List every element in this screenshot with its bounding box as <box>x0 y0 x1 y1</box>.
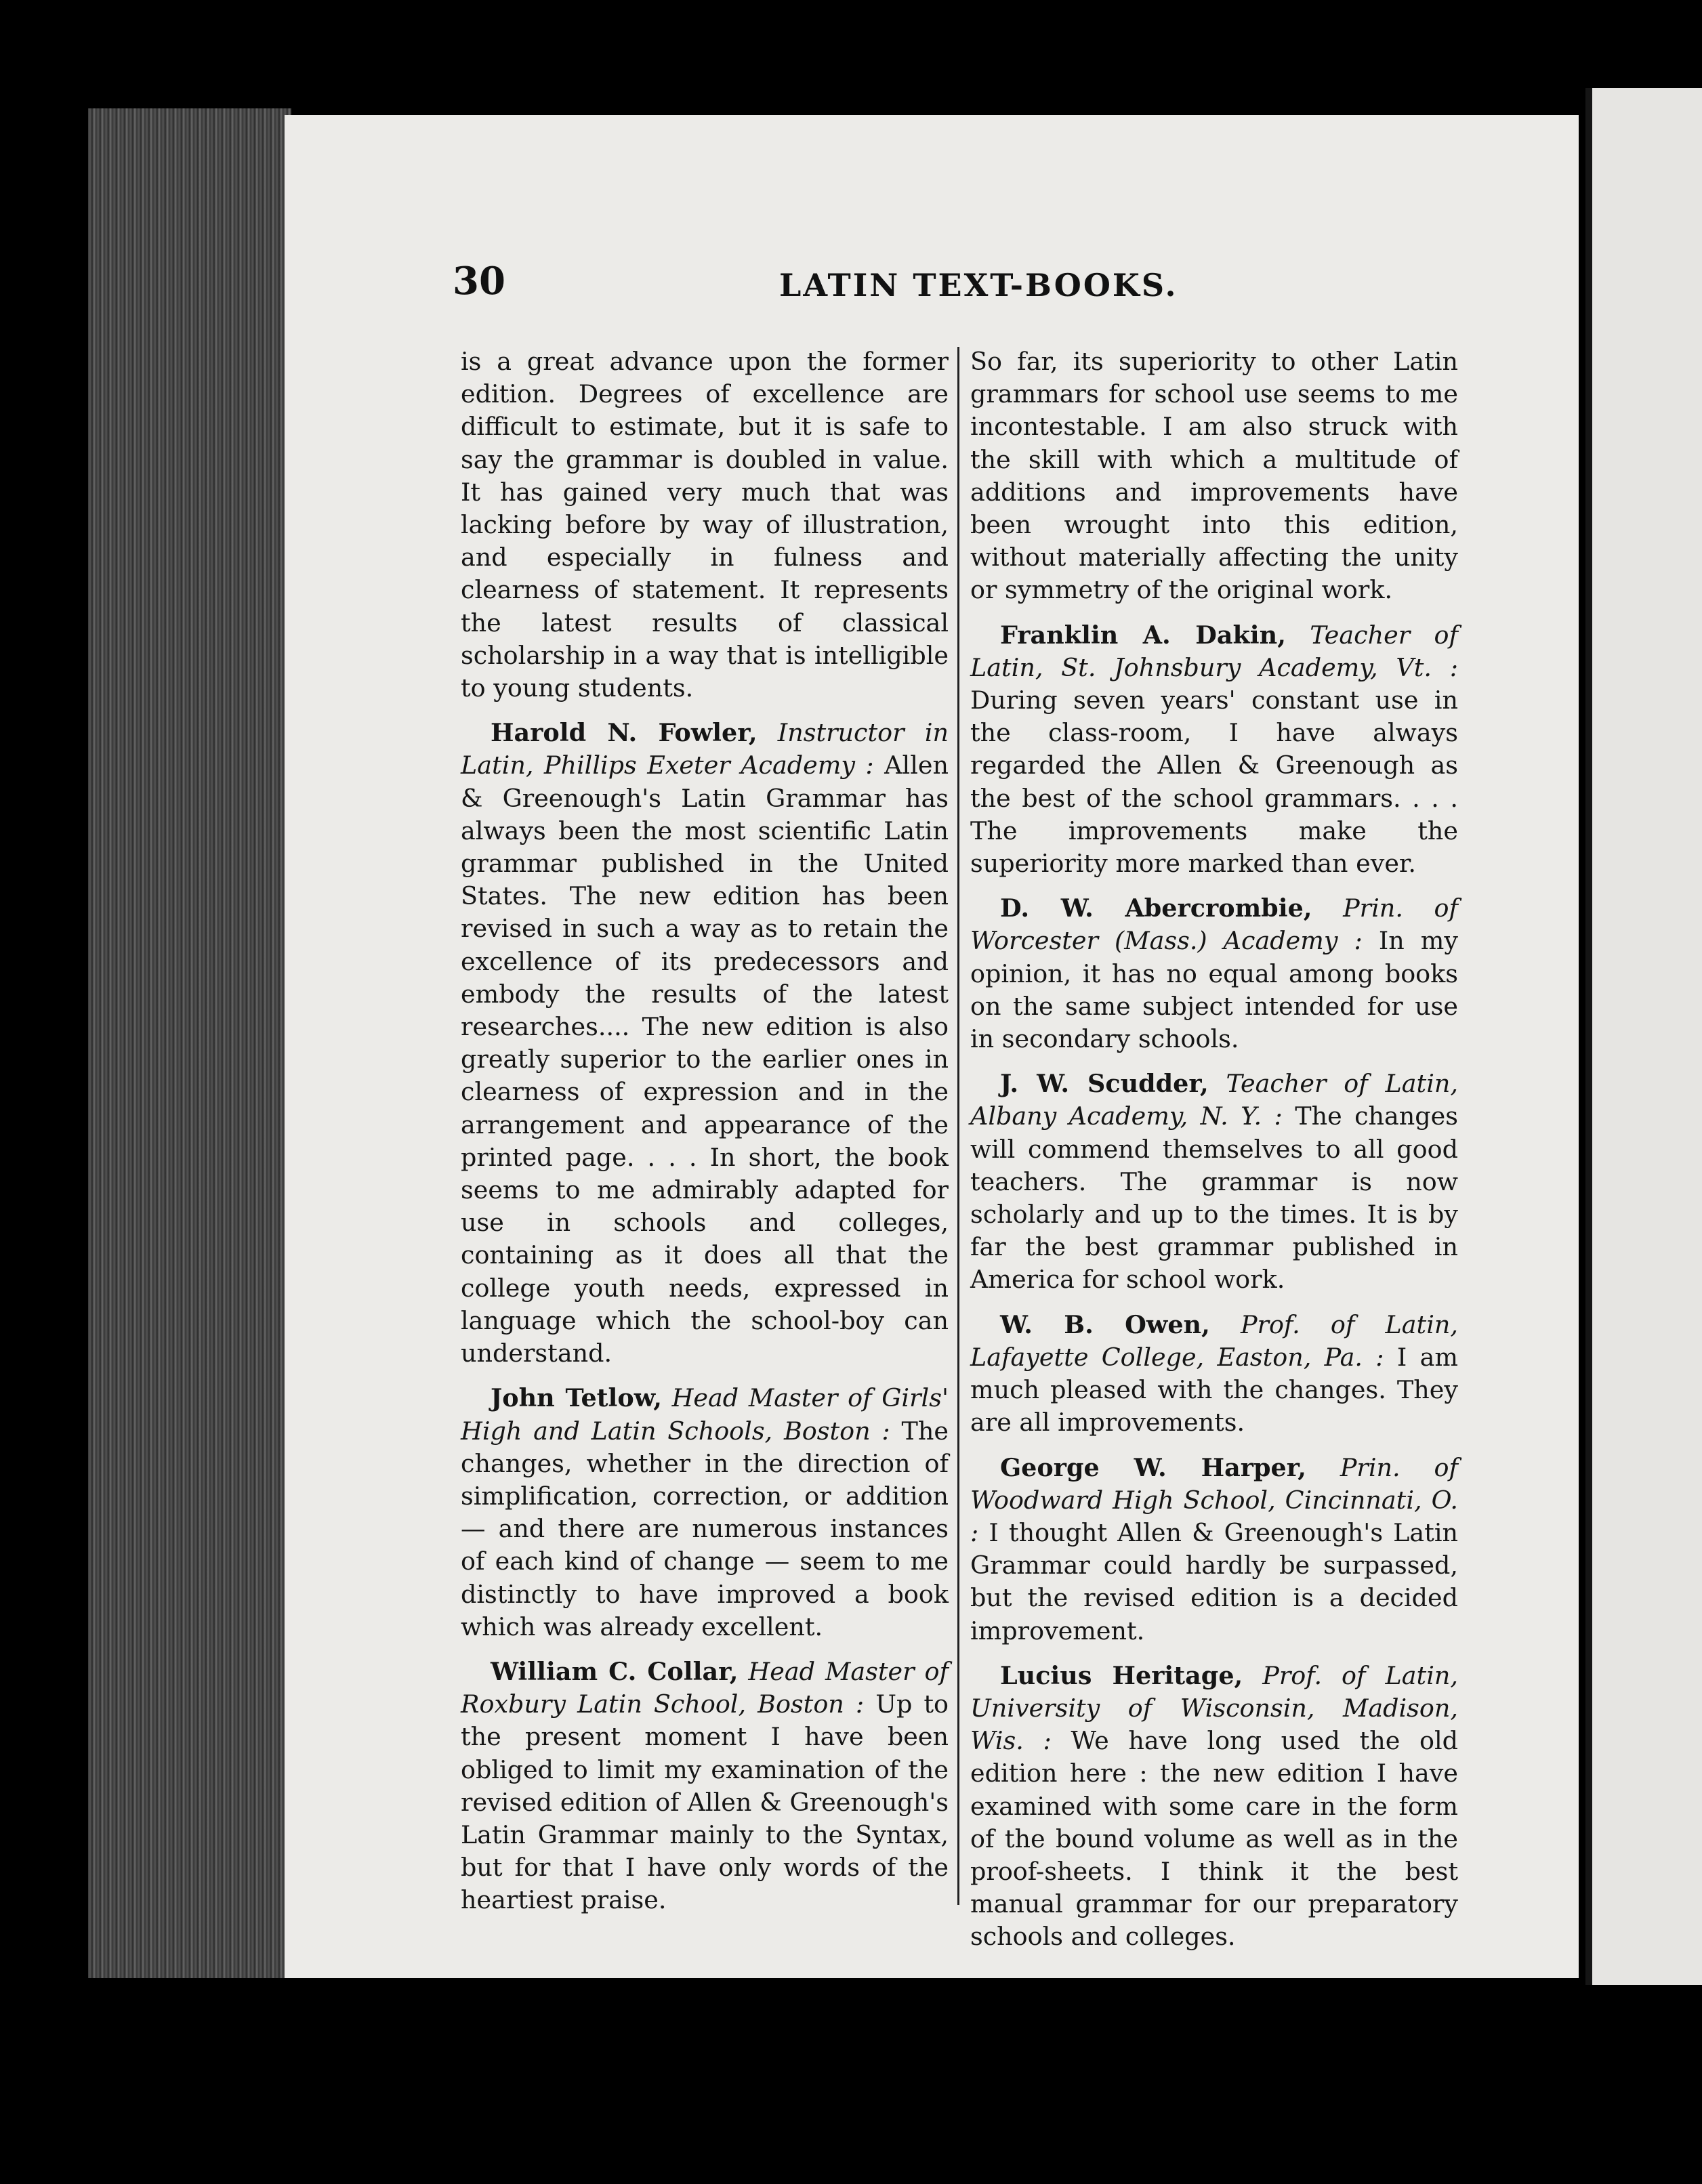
testimonial <box>461 717 949 1370</box>
testimonial-name: D. W. Abercrombie, <box>1000 894 1312 923</box>
testimonial-text: Allen & Greenough's Latin Grammar has always been the most scientific Latin grammar published in the United States. The new edition has been revised in such a way as to retain the excellence of its predecessors and embody the results of the latest researches.... The new edition is also greatly superior to the earlier ones in clearness of expression and in the arrangement and appearance of the printed page. . . . In short, the book seems to me admirably adapted for use in schools and colleges, containing as it does all that the college youth needs, expressed in language which the school-boy can understand. <box>461 751 949 1368</box>
continuation-text: So far, its superiority to other Latin grammars for school use seems to me incontestable. I am also struck with the skill with which a multitude of additions and improvements have been wrought into this edition, without materially affecting the unity or symmetry of the original work. <box>970 347 1458 605</box>
testimonial-text: Up to the present moment I have been obliged to limit my examination of the revised edition of Allen & Greenough's Latin Grammar mainly to the Syntax, but for that I have only words of the heartiest praise. <box>461 1689 949 1915</box>
testimonial <box>461 1656 949 1917</box>
testimonial-text: The changes will commend themselves to all good teachers. The grammar is now scholarly and up to the times. It is by far the best grammar published in America for school work. <box>970 1101 1458 1295</box>
testimonial-text: In my opinion, it has no equal among books on the same subject intended for use in secondary schools. <box>970 926 1458 1054</box>
testimonial-name: Lucius Heritage, <box>1000 1660 1243 1690</box>
testimonial-title: Instructor in Latin, Phillips Exeter Academy : <box>461 718 949 780</box>
testimonial-title: Head Master of Roxbury Latin School, Boston : <box>461 1656 949 1719</box>
testimonial-text: We have long used the old edition here : the new edition I have examined with some care in the form of the bound volume as well as in the proof-sheets. I think it the best manual grammar for our preparatory schools and colleges. <box>970 1726 1459 1952</box>
testimonial <box>970 1309 1458 1440</box>
left-column <box>461 345 949 1929</box>
testimonial-name: George W. Harper, <box>1000 1452 1307 1482</box>
testimonial-name: Franklin A. Dakin, <box>1000 620 1286 650</box>
testimonial-title: Head Master of Girls' High and Latin Schools, Boston : <box>461 1383 949 1446</box>
testimonial-title: Prin. of Worcester (Mass.) Academy : <box>970 894 1458 956</box>
testimonial-title: Prof. of Latin, Lafayette College, Easton, Pa. : <box>970 1309 1458 1372</box>
testimonial-title: Prin. of Woodward High School, Cincinnati, O. : <box>970 1452 1458 1547</box>
book-edge <box>88 108 291 1978</box>
testimonial-text: I am much pleased with the changes. They are all improvements. <box>970 1342 1458 1437</box>
testimonial <box>970 1660 1458 1954</box>
testimonial-text: During seven years' constant use in the class-room, I have always regarded the Allen & Greenough as the best of the school grammars. . . . The improvements make the superiority more marked than ever. <box>970 686 1458 879</box>
right-column <box>970 345 1458 1966</box>
testimonial <box>970 1068 1458 1296</box>
testimonial-text: I thought Allen & Greenough's Latin Grammar could hardly be surpassed, but the revised edition is a decided improvement. <box>970 1517 1459 1645</box>
page-number: 30 <box>453 259 505 303</box>
testimonial-title: Prof. of Latin, University of Wisconsin, Madison, Wis. : <box>970 1660 1458 1756</box>
next-page-edge <box>1585 88 1702 1985</box>
testimonial-name: J. W. Scudder, <box>1000 1069 1209 1099</box>
testimonial-name: Harold N. Fowler, <box>491 718 757 748</box>
testimonial-name: W. B. Owen, <box>1000 1309 1210 1339</box>
testimonial <box>461 1382 949 1643</box>
testimonial <box>970 619 1458 881</box>
testimonial <box>970 892 1458 1055</box>
testimonial-title: Teacher of Latin, Albany Academy, N. Y. : <box>970 1069 1458 1131</box>
continuation-text: is a great advance upon the former edition. Degrees of excellence are difficult to estimate, but it is safe to say the grammar is doubled in value. It has gained very much that was lacking before by way of illustration, and especially in fulness and clearness of statement. It represents the latest results of classical scholarship in a way that is intelligible to young students. <box>461 347 949 703</box>
testimonial-name: William C. Collar, <box>491 1656 739 1686</box>
testimonial-text: The changes, whether in the direction of simplification, correction, or addition — and there are numerous instances of each kind of change — seem to me distinctly to have improved a book which was already excellent. <box>461 1416 949 1641</box>
testimonial-name: John Tetlow, <box>491 1383 662 1413</box>
testimonial <box>970 1452 1458 1647</box>
testimonial-title: Teacher of Latin, St. Johnsbury Academy, Vt. : <box>970 620 1458 682</box>
running-head: LATIN TEXT-BOOKS. <box>779 267 1178 303</box>
column-divider <box>957 347 959 1905</box>
